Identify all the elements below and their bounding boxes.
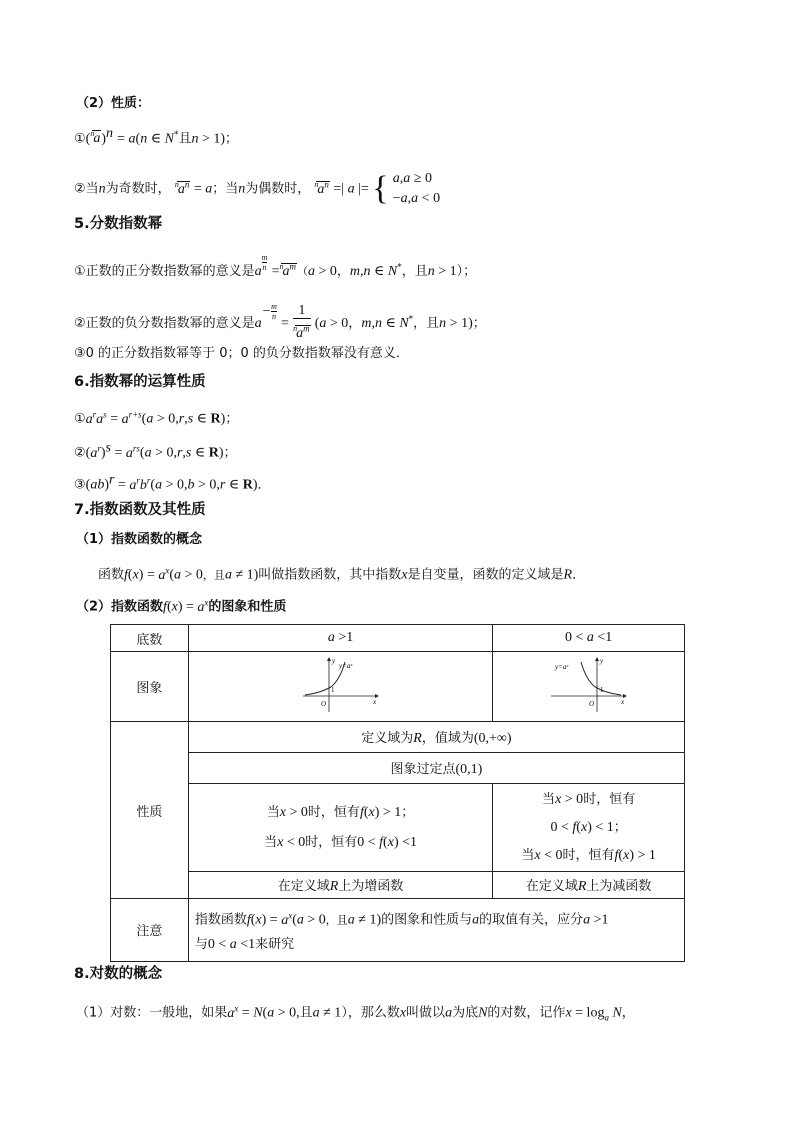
section5-title: 5.分数指数幂 <box>74 216 163 232</box>
property-2: ②当n为奇数时， $^na^n = a$；当n为偶数时， $^na^n$ =| a |= { a,a ≥ 0 −a,a < 0 <box>74 170 441 208</box>
svg-text:1: 1 <box>599 685 604 694</box>
values-decreasing: 当x > 0时，恒有 0 < f(x) < 1； 当x < 0时，恒有f(x) > 1 <box>493 784 685 872</box>
row-label-note: 注意 <box>111 899 189 962</box>
frac-exp-negative: ②正数的负分数指数幂的意义是$a^{- \frac{m}{n}}$ = $\frac{1}{^na^m}$ (a > 0，m,n ∈ N*，且n > 1)； <box>74 302 486 341</box>
monotone-decreasing: 在定义域R上为减函数 <box>493 872 685 899</box>
exp-func-definition: 函数$f(x) = a^x(a > 0$，且a ≠ 1)叫做指数函数，其中指数x是自变量，函数的定义域是R． <box>98 565 586 583</box>
frac-exp-zero: ③0 的正分数指数幂等于 0；0 的负分数指数幂没有意义． <box>74 346 409 361</box>
section6-title: 6.指数幂的运算性质 <box>74 374 206 390</box>
exp-function-table <box>110 624 685 962</box>
row-label-properties: 性质 <box>111 722 189 899</box>
values-increasing: 当x > 0时，恒有f(x) > 1； 当x < 0时，恒有0 < f(x) <1 <box>188 784 492 872</box>
row-label-graph: 图象 <box>111 652 189 722</box>
property-1: $①(^na)^n = a(n$ ∈ N*且n > 1)； <box>74 126 239 147</box>
increasing-graph-figure <box>301 656 381 714</box>
decreasing-graph-figure <box>549 656 629 714</box>
fixed-point: 图象过定点(0,1) <box>188 753 684 784</box>
rule-2: $②(a^r)^s = a^{rs}(a > 0,r,s$ ∈ R)； <box>74 440 237 461</box>
monotone-increasing: 在定义域R上为增函数 <box>188 872 492 899</box>
svg-text:y=aˣ: y=aˣ <box>338 661 352 670</box>
note-text: 指数函数$f(x) = a^x(a > 0$，且a ≠ 1)的图象和性质与a的取值有关，应分a >1 与0 < a <1来研究 <box>188 899 684 962</box>
log-definition: （1）对数：一般地，如果$a^x = N(a > 0$,且a ≠ 1），那么数x叫做以a为底N的对数，记作$x = \log_a N$， <box>76 1003 635 1023</box>
section7-sub1: （1）指数函数的概念 <box>76 532 203 547</box>
svg-text:y=aˣ: y=aˣ <box>554 662 568 671</box>
rule-3: ③(ab)$^r$ = $a^rb^r(a > 0,b > 0,r$ ∈ R)． <box>74 472 271 493</box>
graph-decreasing <box>493 652 685 722</box>
section7-title: 7.指数函数及其性质 <box>74 502 206 518</box>
rule-1: $①a^ra^s = a^{r+s}(a > 0,r,s$ ∈ R)； <box>74 409 239 427</box>
header-a-gt-1: a >1 <box>188 625 492 652</box>
svg-text:O: O <box>588 699 594 708</box>
domain-range: 定义域为R，值域为(0,+∞) <box>188 722 684 753</box>
svg-text:x: x <box>620 697 624 706</box>
header-a-between: 0 < a <1 <box>493 625 685 652</box>
section7-sub2: （2）指数函数$f(x) = a^x$的图象和性质 <box>76 597 287 615</box>
section4-subtitle: （2）性质： <box>76 96 151 111</box>
svg-text:1: 1 <box>330 685 335 694</box>
svg-text:x: x <box>372 697 376 706</box>
svg-text:y: y <box>331 656 335 665</box>
header-base: 底数 <box>111 625 189 652</box>
section8-title: 8.对数的概念 <box>74 966 163 982</box>
svg-text:O: O <box>320 699 326 708</box>
graph-increasing <box>188 652 492 722</box>
frac-exp-positive: ①正数的正分数指数幂的意义是a $^{\frac{m}{n}}$ $=^na^m(a > 0$，m,n ∈ N*，且n > 1）； <box>74 253 477 279</box>
svg-text:y: y <box>599 656 603 665</box>
